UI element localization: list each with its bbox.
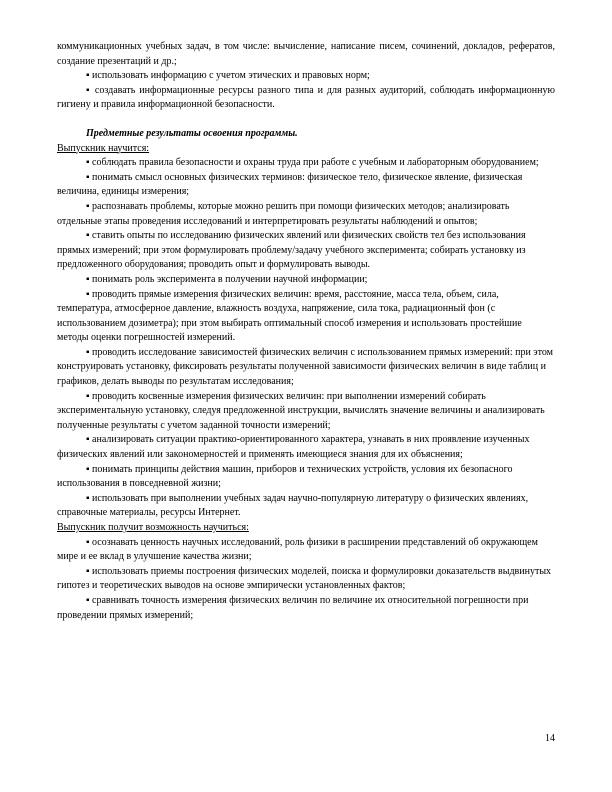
intro-list-item: ▪ использовать информацию с учетом этических и правовых норм;: [57, 69, 555, 84]
learn-list-item: ▪ проводить исследование зависимостей физических величин с использованием прямых измерений: при этом конструировать установку, фиксировать результаты полученной зависимости физических величин в виде таблиц и графиков, делать выводы по результатам исследования;: [57, 346, 555, 390]
opportunity-label: Выпускник получит возможность научиться:: [57, 522, 249, 533]
learn-list-item: ▪ соблюдать правила безопасности и охраны труда при работе с учебным и лабораторным оборудованием;: [57, 156, 555, 171]
intro-paragraph: коммуникационных учебных задач, в том числе: вычисление, написание писем, сочинений, докладов, рефератов, создание презентаций и др.;: [57, 41, 555, 67]
learn-list-item: ▪ понимать роль эксперимента в получении научной информации;: [57, 273, 555, 288]
section-heading: Предметные результаты освоения программы.: [86, 127, 298, 139]
opportunity-list-item: ▪ осознавать ценность научных исследований, роль физики в расширении представлений об окружающем мире и ее вклад в улучшение качества жизни;: [57, 536, 555, 565]
learn-list-item: ▪ ставить опыты по исследованию физических явлений или физических свойств тел без использования прямых измерений; при этом формулировать проблему/задачу учебного эксперимента; собирать установку из предложенного оборудования; проводить опыт и формулировать выводы.: [57, 229, 555, 273]
learn-list-item: ▪ анализировать ситуации практико-ориентированного характера, узнавать в них проявление изученных физических явлений или закономерностей и применять имеющиеся знания для их объяснения;: [57, 433, 555, 462]
opportunity-list-item: ▪ использовать приемы построения физических моделей, поиска и формулировки доказательств выдвинутых гипотез и теоретических выводов на основе эмпирически установленных фактов;: [57, 565, 555, 594]
learn-list-item: ▪ использовать при выполнении учебных задач научно-популярную литературу о физических явлениях, справочные материалы, ресурсы Интернет.: [57, 492, 555, 521]
learn-list-item: ▪ распознавать проблемы, которые можно решить при помощи физических методов; анализировать отдельные этапы проведения исследований и интерпретировать результаты наблюдений и опытов;: [57, 200, 555, 229]
page-content: [57, 40, 555, 623]
opportunity-list-item: ▪ сравнивать точность измерения физических величин по величине их относительной погрешности при проведении прямых измерений;: [57, 594, 555, 623]
learn-label: Выпускник научится:: [57, 142, 150, 154]
intro-list-item: ▪ создавать информационные ресурсы разного типа и для разных аудиторий, соблюдать информационную гигиену и правила информационной безопасности.: [57, 84, 555, 113]
learn-list-item: ▪ понимать смысл основных физических терминов: физическое тело, физическое явление, физическая величина, единицы измерения;: [57, 171, 555, 200]
page-number: 14: [545, 733, 555, 744]
learn-list-item: ▪ проводить косвенные измерения физических величин: при выполнении измерений собирать экспериментальную установку, следуя предложенной инструкции, вычислять значение величины и анализировать полученные результаты с учетом заданной точности измерений;: [57, 390, 555, 434]
learn-list-item: ▪ понимать принципы действия машин, приборов и технических устройств, условия их безопасного использования в повседневной жизни;: [57, 463, 555, 492]
learn-list-item: ▪ проводить прямые измерения физических величин: время, расстояние, масса тела, объем, сила, температура, атмосферное давление, влажность воздуха, напряжение, сила тока, радиационный фон (с использованием дозиметра); при этом выбирать оптимальный способ измерения и использовать простейшие методы оценки погрешностей измерений.: [57, 288, 555, 346]
